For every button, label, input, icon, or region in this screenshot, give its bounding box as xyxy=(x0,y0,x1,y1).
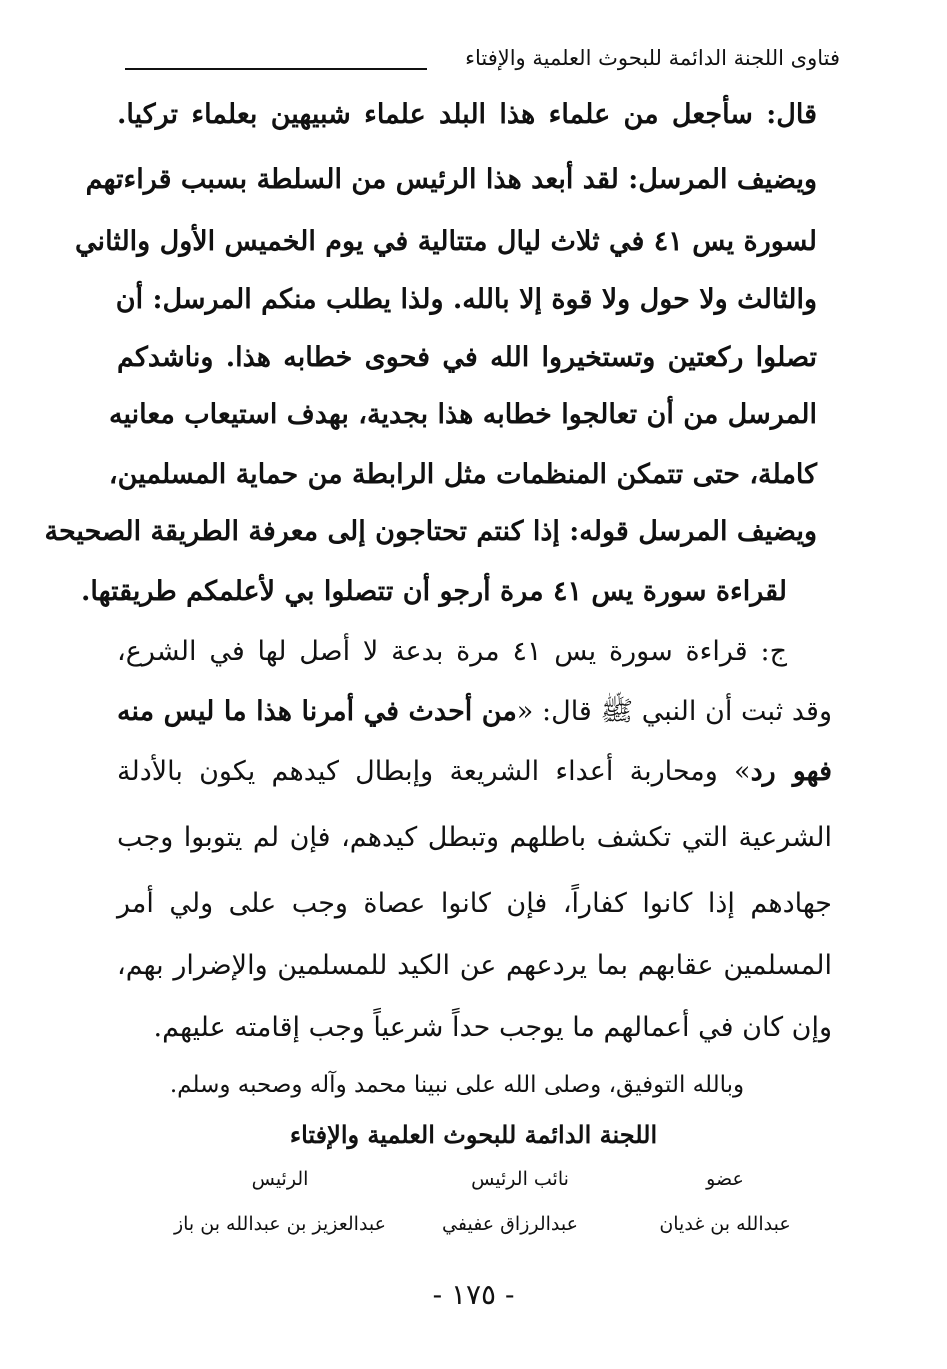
running-header xyxy=(125,46,840,86)
header-title: فتاوى اللجنة الدائمة للبحوث العلمية والإفتاء xyxy=(465,46,840,70)
question-line: تصلوا ركعتين وتستخيروا الله في فحوى خطابه هذا. وناشدكم xyxy=(117,342,817,373)
signatory-role: الرئيس xyxy=(251,1168,309,1190)
question-line: ويضيف المرسل: لقد أبعد هذا الرئيس من السلطة بسبب قراءتهم xyxy=(85,164,817,195)
committee-title: اللجنة الدائمة للبحوث العلمية والإفتاء xyxy=(289,1120,658,1149)
signatory-role: نائب الرئيس xyxy=(471,1168,569,1190)
answer-line: جهادهم إذا كانوا كفاراً، فإن كانوا عصاة وجب على ولي أمر xyxy=(117,888,832,919)
page-number: - ١٧٥ - xyxy=(432,1278,515,1311)
signatory-name: عبدالعزيز بن عبدالله بن باز xyxy=(173,1213,387,1235)
question-line: ويضيف المرسل قوله: إذا كنتم تحتاجون إلى معرفة الطريقة الصحيحة xyxy=(44,516,817,547)
answer-line: المسلمين عقابهم بما يردعهم عن الكيد للمسلمين والإضرار بهم، xyxy=(117,950,832,981)
question-line: كاملة، حتى تتمكن المنظمات مثل الرابطة من حماية المسلمين، xyxy=(108,459,817,490)
answer-line: ج: قراءة سورة يس ٤١ مرة بدعة لا أصل لها في الشرع، xyxy=(117,636,787,667)
header-rule xyxy=(125,68,427,70)
question-line: لسورة يس ٤١ في ثلاث ليال متتالية في يوم الخميس الأول والثاني xyxy=(75,226,817,257)
closing-line: وبالله التوفيق، وصلى الله على نبينا محمد وآله وصحبه وسلم. xyxy=(169,1072,745,1098)
signatory-name: عبدالرزاق عفيفي xyxy=(442,1213,578,1235)
signatory-role: عضو xyxy=(706,1168,744,1190)
answer-line: الشرعية التي تكشف باطلهم وتبطل كيدهم، فإن لم يتوبوا وجب xyxy=(117,822,832,853)
question-line: المرسل من أن تعالجوا خطابه هذا بجدية، بهدف استيعاب معانيه xyxy=(109,399,817,430)
answer-line: وإن كان في أعمالهم ما يوجب حداً شرعياً وجب إقامته عليهم. xyxy=(153,1012,832,1043)
hadith-quote: فهو رد xyxy=(750,756,832,787)
answer-text: وقد ثبت أن النبي ﷺ قال: « xyxy=(516,696,832,727)
answer-line xyxy=(117,752,832,792)
hadith-quote: من أحدث في أمرنا هذا ما ليس منه xyxy=(117,696,517,727)
answer-line xyxy=(117,692,832,732)
question-line: قال: سأجعل من علماء هذا البلد علماء شبيهين بعلماء تركيا. xyxy=(117,99,817,130)
question-line: والثالث ولا حول ولا قوة إلا بالله. ولذا يطلب منكم المرسل: أن xyxy=(115,284,817,315)
signatory-name: عبدالله بن غديان xyxy=(659,1213,791,1235)
question-line: لقراءة سورة يس ٤١ مرة أرجو أن تتصلوا بي لأعلمكم طريقتها. xyxy=(80,576,787,607)
answer-text: » ومحاربة أعداء الشريعة وإبطال كيدهم يكون بالأدلة xyxy=(117,756,751,787)
